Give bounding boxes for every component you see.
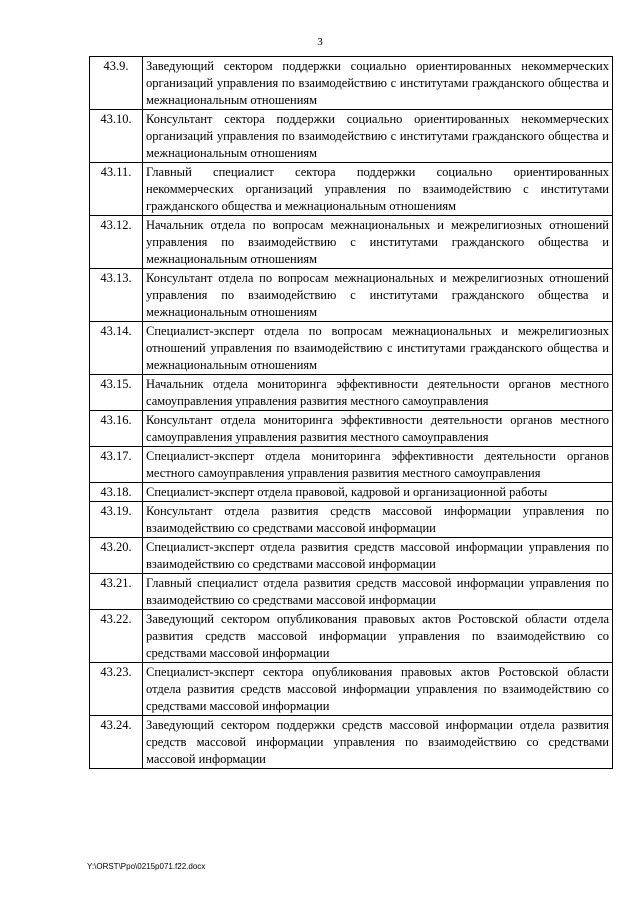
table-row	[90, 269, 613, 322]
table-row	[90, 574, 613, 610]
table-row	[90, 57, 613, 110]
row-number: 43.24.	[90, 716, 143, 769]
table-row	[90, 216, 613, 269]
position-title: Заведующий сектором опубликования правовых актов Ростовской области отдела развития средств массовой информации управления по взаимодействию со средствами массовой информации	[143, 610, 613, 663]
position-title: Начальник отдела мониторинга эффективности деятельности органов местного самоуправления управления развития местного самоуправления	[143, 375, 613, 411]
row-number: 43.18.	[90, 483, 143, 502]
row-number: 43.17.	[90, 447, 143, 483]
row-number: 43.16.	[90, 411, 143, 447]
position-title: Заведующий сектором поддержки социально ориентированных некоммерческих организаций управления по взаимодействию с институтами гражданского общества и межнациональным отношениям	[143, 57, 613, 110]
table-row	[90, 322, 613, 375]
row-number: 43.20.	[90, 538, 143, 574]
row-number: 43.14.	[90, 322, 143, 375]
row-number: 43.10.	[90, 110, 143, 163]
file-path-footer: Y:\ORST\Ppo\0215p071.f22.docx	[87, 862, 206, 871]
table-row	[90, 610, 613, 663]
table-row	[90, 411, 613, 447]
row-number: 43.12.	[90, 216, 143, 269]
table-row	[90, 663, 613, 716]
position-title: Заведующий сектором поддержки средств массовой информации отдела развития средств массовой информации управления по взаимодействию со средствами массовой информации	[143, 716, 613, 769]
row-number: 43.22.	[90, 610, 143, 663]
position-title: Специалист-эксперт отдела мониторинга эффективности деятельности органов местного самоуправления управления развития местного самоуправления	[143, 447, 613, 483]
table-row	[90, 110, 613, 163]
table-row	[90, 483, 613, 502]
position-title: Главный специалист сектора поддержки социально ориентированных некоммерческих организаций управления по взаимодействию с институтами гражданского общества и межнациональным отношениям	[143, 163, 613, 216]
table-row	[90, 716, 613, 769]
table-row	[90, 163, 613, 216]
position-title: Начальник отдела по вопросам межнациональных и межрелигиозных отношений управления по взаимодействию с институтами гражданского общества и межнациональным отношениям	[143, 216, 613, 269]
row-number: 43.15.	[90, 375, 143, 411]
position-title: Консультант отдела мониторинга эффективности деятельности органов местного самоуправления управления развития местного самоуправления	[143, 411, 613, 447]
row-number: 43.11.	[90, 163, 143, 216]
table-row	[90, 538, 613, 574]
row-number: 43.23.	[90, 663, 143, 716]
position-title: Специалист-эксперт отдела развития средств массовой информации управления по взаимодействию со средствами массовой информации	[143, 538, 613, 574]
row-number: 43.21.	[90, 574, 143, 610]
position-title: Главный специалист отдела развития средств массовой информации управления по взаимодействию со средствами массовой информации	[143, 574, 613, 610]
position-title: Консультант отдела по вопросам межнациональных и межрелигиозных отношений управления по взаимодействию с институтами гражданского общества и межнациональным отношениям	[143, 269, 613, 322]
table-row	[90, 375, 613, 411]
position-title: Специалист-эксперт отдела по вопросам межнациональных и межрелигиозных отношений управления по взаимодействию с институтами гражданского общества и межнациональным отношениям	[143, 322, 613, 375]
row-number: 43.19.	[90, 502, 143, 538]
position-title: Консультант сектора поддержки социально ориентированных некоммерческих организаций управления по взаимодействию с институтами гражданского общества и межнациональным отношениям	[143, 110, 613, 163]
row-number: 43.13.	[90, 269, 143, 322]
table-row	[90, 502, 613, 538]
positions-table	[89, 56, 613, 769]
row-number: 43.9.	[90, 57, 143, 110]
position-title: Специалист-эксперт отдела правовой, кадровой и организационной работы	[143, 483, 613, 502]
position-title: Консультант отдела развития средств массовой информации управления по взаимодействию со средствами массовой информации	[143, 502, 613, 538]
page-number: 3	[317, 36, 323, 48]
position-title: Специалист-эксперт сектора опубликования правовых актов Ростовской области отдела развития средств массовой информации управления по взаимодействию со средствами массовой информации	[143, 663, 613, 716]
table-row	[90, 447, 613, 483]
